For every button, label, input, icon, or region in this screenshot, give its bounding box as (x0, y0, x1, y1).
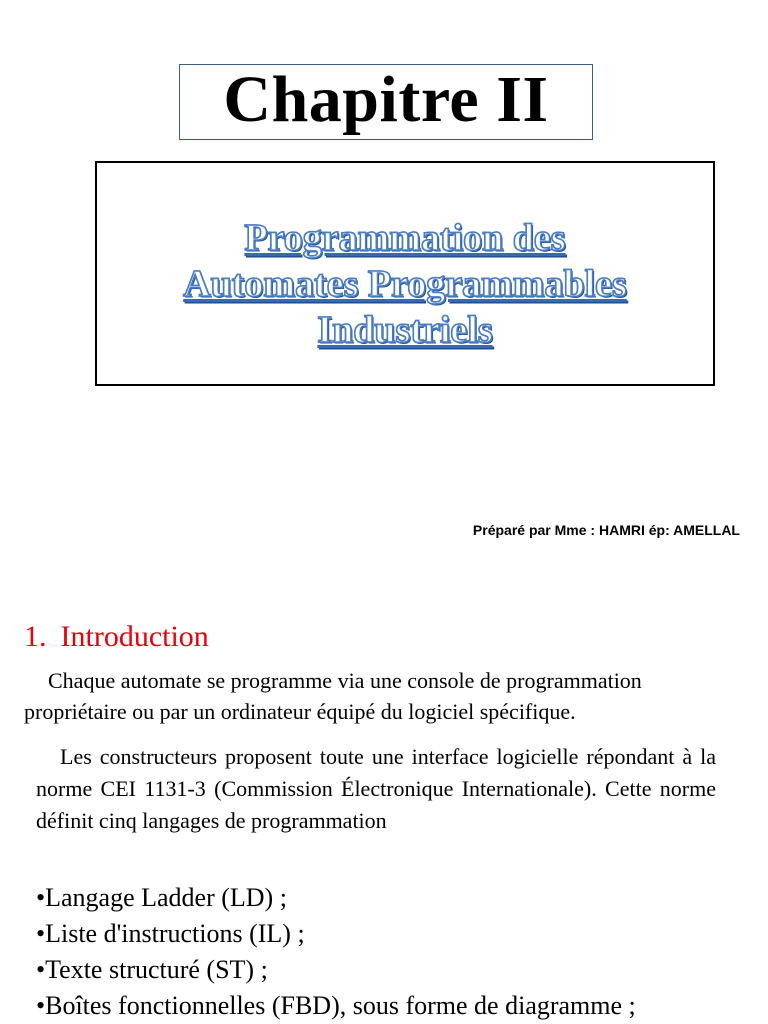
chapter-title-box (179, 64, 593, 140)
intro-paragraph-1 (24, 665, 744, 727)
subject-title-box (95, 161, 715, 386)
section-heading (24, 620, 209, 653)
language-list-item-il: •Liste d'instructions (IL) ; (36, 919, 305, 948)
chapter-title: Chapitre II (223, 63, 549, 136)
subject-title-line-1: Programmation des (244, 217, 566, 259)
intro-paragraph-2: Les constructeurs proposent toute une interface logicielle répondant à la norme CEI 1131-3 (Commission Électronique Internationale). Cette norme définit cinq langages de programmation (36, 744, 716, 833)
intro-paragraph-1-line-1: Chaque automate se programme via une console de programmation (48, 668, 642, 693)
section-number: 1. (24, 620, 47, 653)
language-list-item-fbd: •Boîtes fonctionnelles (FBD), sous forme de diagramme ; (36, 991, 636, 1020)
subject-title (97, 215, 713, 353)
subject-title-line-3: Industriels (317, 309, 493, 351)
subject-title-line-2: Automates Programmables (183, 263, 627, 305)
author-credit: Préparé par Mme : HAMRI ép: AMELLAL (472, 522, 740, 538)
language-list (36, 880, 636, 1024)
language-list-item-st: •Texte structuré (ST) ; (36, 955, 268, 984)
intro-paragraph-1-line-2: propriétaire ou par un ordinateur équipé du logiciel spécifique. (24, 699, 576, 724)
section-title: Introduction (60, 620, 209, 653)
language-list-item-ld: •Langage Ladder (LD) ; (36, 883, 287, 912)
